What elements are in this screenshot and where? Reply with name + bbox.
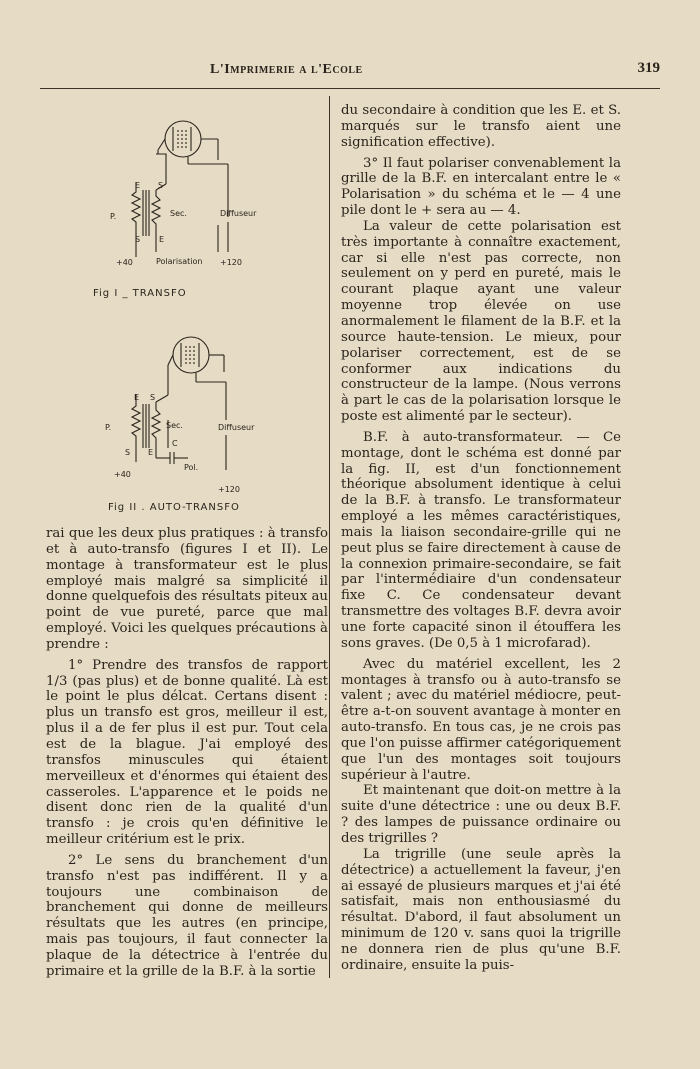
right-column bbox=[341, 103, 621, 974]
fig1-label-sec: Sec. bbox=[170, 209, 187, 218]
fig2-label-s-top: S bbox=[150, 393, 156, 402]
fig1-label-s-bot: S bbox=[135, 235, 141, 244]
column-rule bbox=[329, 96, 330, 978]
fig1-label-e-bot: E bbox=[159, 235, 165, 244]
secondary-coil bbox=[152, 402, 160, 458]
paragraph: Avec du matériel excellent, les 2 montages à transfo ou à auto-transfo se valent ; avec du matériel médiocre, peut-être a-t-on souvent avantage à monter en auto-transfo. En tous cas, je ne crois pas que l'on puisse affirmer catégoriquement que l'un des montages soit toujours supérieur à l'autre. bbox=[341, 656, 621, 783]
paragraph: La trigrille (une seule après la détectrice) a actuellement la faveur, j'en ai essayé de plusieurs marques et j'ai été satisfait, mais non enthousiasmé du résultat. D'abord, il faut absolument un minimum de 120 v. sans quoi la trigrille ne donnera rien de plus qu'une B.F. ordinaire, ensuite la puis- bbox=[341, 846, 621, 973]
fig2-label-sec: Sec. bbox=[166, 421, 183, 430]
fig2-label-e-bot: E bbox=[148, 448, 154, 457]
running-head bbox=[40, 56, 660, 86]
fig1-caption: Fig I _ TRANSFO bbox=[93, 288, 187, 299]
fig1-label-p: P. bbox=[110, 212, 117, 221]
fig1-label-plus120: +120 bbox=[220, 258, 242, 267]
paragraph: Et maintenant que doit-on mettre à la suite d'une détectrice : une ou deux B.F. ? des lampes de puissance ordinaire ou des trigrilles ? bbox=[341, 783, 621, 846]
paragraph: rai que les deux plus pratiques : à transfo et à auto-transfo (figures I et II). Le montage à transformateur est le plus employé mais malgré sa simplicité il donne quelquefois des résultats piteux au point de vue pureté, parce que mal employé. Voici les quelques précautions à prendre : bbox=[46, 526, 328, 652]
running-title: L'Imprimerie a l'Ecole bbox=[210, 62, 363, 77]
fig2-label-c: C bbox=[172, 439, 178, 448]
figure-auto-transfo-schematic bbox=[88, 330, 308, 520]
fig2-label-diffuseur: Diffuseur bbox=[218, 423, 255, 432]
paragraph: du secondaire à condition que les E. et S. marqués sur le transfo aient une signification effective). bbox=[341, 103, 621, 150]
paragraph: 1° Prendre des transfos de rapport 1/3 (pas plus) et de bonne qualité. Là est le point le plus délcat. Certans disent : plus un transfo est gros, meilleur il est, plus il a de fer plus il est pur. Tout cela est de la blague. J'ai employé des transfos minuscules qui étaient merveilleux et d'énormes qui étaient des casseroles. L'apparence et le poids ne disent donc rien de la qualité d'un transfo : je crois qu'en définitive le meilleur critérium est le prix. bbox=[46, 657, 328, 848]
fig1-label-s-top: S bbox=[158, 181, 164, 190]
fig2-label-e-top: E bbox=[134, 393, 140, 402]
fig1-label-polarisation: Polarisation bbox=[156, 257, 203, 266]
fig1-label-e-top: E bbox=[135, 181, 141, 190]
fig1-label-diffuseur: Diffuseur bbox=[220, 209, 257, 218]
fig2-label-pol: Pol. bbox=[184, 463, 199, 472]
paragraph: B.F. à auto-transformateur. — Ce montage, dont le schéma est donné par la fig. II, est d'un fonctionnement théorique absolument identique à celui de la B.F. à transfo. Le transformateur employé a les mêmes caractéristiques, mais la liaison secondaire-grille qui ne peut plus se faire directement à cause de la connexion primaire-secondaire, se fait par l'intermédiaire d'un condensateur fixe C. Ce condensateur devant transmettre des voltages B.F. devra avoir une forte capacité sinon il étouffera les sons graves. (De 0,5 à 1 microfarad). bbox=[341, 429, 621, 651]
fig2-label-plus40: +40 bbox=[114, 470, 131, 479]
paragraph: 2° Le sens du branchement d'un transfo n'est pas indifférent. Il y a toujours une combinaison de branchement qui donne de meilleurs résultats que les autres (en principe, mais pas toujours, il faut connecter la plaque de la détectrice à l'entrée du primaire et la grille de la B.F. à la sortie bbox=[46, 852, 328, 979]
fig2-label-plus120: +120 bbox=[218, 485, 240, 494]
primary-coil bbox=[132, 394, 140, 455]
header-rule bbox=[40, 88, 660, 89]
left-column bbox=[46, 526, 328, 980]
page-number: 319 bbox=[637, 60, 660, 76]
fig2-label-s-bot: S bbox=[125, 448, 131, 457]
paragraph: 3° Il faut polariser convenablement la grille de la B.F. en intercalant entre le « Polarisation » du schéma et le — 4 une pile dont le + sera au — 4. bbox=[341, 155, 621, 219]
tube-symbol bbox=[165, 121, 201, 157]
figure-transfo-schematic bbox=[88, 112, 288, 312]
fig2-caption: Fig II . AUTO-TRANSFO bbox=[108, 502, 240, 513]
paragraph: La valeur de cette polarisation est très importante à connaître exactement, car si elle n'est pas correcte, non seulement on y perd en pureté, mais le courant plaque ayant une valeur moyenne trop élevée on use anormalement le filament de la B.F. et la source haute-tension. Le mieux, pour polariser correctement, est de se conformer aux indications du constructeur de la lampe. (Nous verrons à part le cas de la polarisation lorsque le poste est alimenté par le secteur). bbox=[341, 218, 621, 425]
fig1-label-plus40: +40 bbox=[116, 258, 133, 267]
tube-symbol bbox=[173, 337, 209, 373]
fig2-label-p: P. bbox=[105, 423, 112, 432]
